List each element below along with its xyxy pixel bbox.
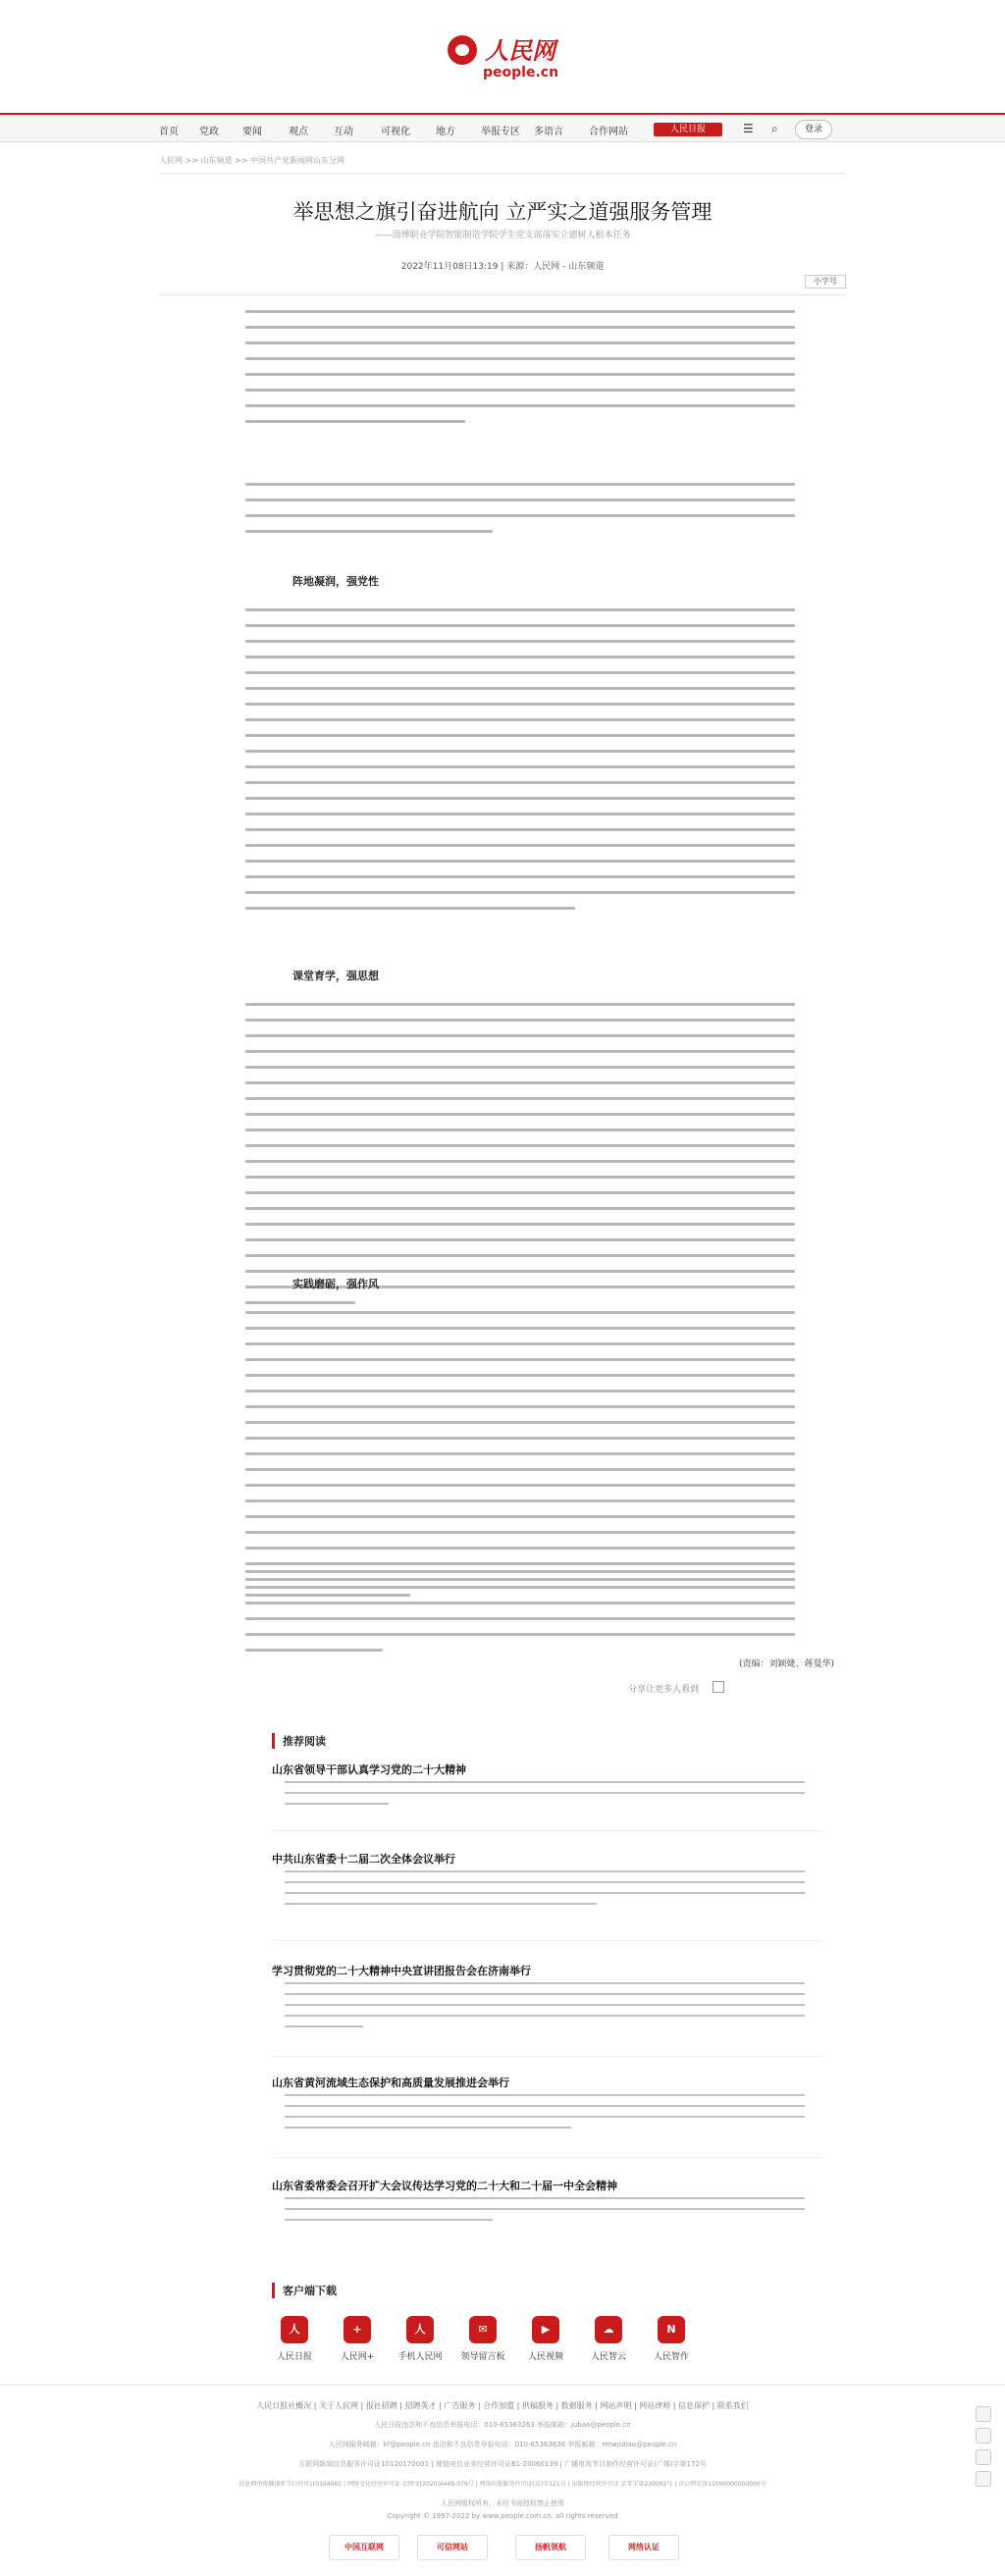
article-paragraph [245,1003,795,1317]
article-paragraph [245,1311,795,1609]
font-size-button[interactable]: 小字号 [805,275,846,289]
nav-item-news[interactable]: 要闻 [242,127,262,137]
people-plus-icon: + [344,2316,371,2343]
people-daily-icon: 人 [281,2316,308,2343]
related-news-title[interactable]: 中共山东省委十二届二次全体会议举行 [272,1853,455,1866]
app-download[interactable]: + 人民网+ [326,2316,389,2362]
article-paragraph [245,310,795,436]
wechat-share-icon[interactable] [976,2428,991,2444]
divider [159,173,846,174]
app-download[interactable]: ☁ 人民智云 [577,2316,640,2362]
related-news-title[interactable]: 山东省领导干部认真学习党的二十大精神 [272,1763,466,1776]
message-board-icon: ✉ [469,2316,497,2343]
footer-line: 互联网新闻信息服务许可证10120170001 | 增值电信业务经营许可证B1-20060139 | 广播电视节目制作经营许可证(广媒)字第172号 [298,2460,707,2468]
related-news-title[interactable]: 山东省委常委会召开扩大会议传达学习党的二十大和二十届一中全会精神 [272,2180,617,2192]
article-paragraph [245,608,795,922]
breadcrumb[interactable]: 人民网 >> 山东频道 >> 中国共产党新闻网山东分网 [159,156,344,165]
nav-item-visual[interactable]: 可视化 [381,127,410,137]
login-button[interactable]: 登录 [795,120,832,139]
section-heading: 实践磨砺，强作风 [292,1278,379,1290]
related-news-title[interactable]: 山东省黄河流域生态保护和高质量发展推进会举行 [272,2077,509,2089]
nav-item-opinion[interactable]: 观点 [289,127,308,137]
footer-line: 人民日报违法和不良信息举报电话：010-65363263 举报邮箱：jubao@people.cn [374,2421,631,2429]
divider [0,2385,1005,2386]
footer-line: 人民网服务邮箱：kf@people.cn 违法和不良信息举报电话：010-65363636 举报邮箱：rmwjubao@people.cn [328,2441,677,2448]
logo-text: 人民网 [485,36,555,65]
related-news-summary [285,1982,805,2036]
footer-badge[interactable]: 可信网站 [417,2535,488,2560]
editor-byline: (责编：刘颖婕、蒋曼华) [738,1659,834,1669]
app-download[interactable]: N 人民智作 [640,2316,703,2362]
footer-badge[interactable]: 网络认证 [608,2535,679,2560]
weibo-share-icon[interactable] [976,2406,991,2422]
site-logo[interactable] [444,29,566,84]
related-heading: 推荐阅读 [272,1733,326,1749]
divider [272,1830,821,1831]
footer-links[interactable]: 人民日报社概况 | 关于人民网 | 报社招聘 | 招聘英才 | 广告服务 | 合作加盟 | 供稿服务 | 数据服务 | 网站声明 | 网站律师 | 信息保护 | 联系我们 [256,2401,749,2410]
nav-item-local[interactable]: 地方 [436,127,455,137]
logo-domain: people.cn [483,65,559,80]
smart-cloud-icon: ☁ [595,2316,622,2343]
section-heading: 课堂育学，强思想 [292,970,379,982]
nav-item-interact[interactable]: 互动 [334,127,353,137]
share-icon[interactable] [713,1681,724,1693]
nav-tag[interactable]: 人民日报 [654,123,722,136]
related-news-summary [285,1781,805,1814]
app-download[interactable]: 人 人民日报 [263,2316,326,2362]
apps-heading: 客户端下载 [272,2283,337,2298]
footer-badge[interactable]: 中国互联网 [329,2535,399,2560]
article-title: 举思想之旗引奋进航向 立严实之道强服务管理 [292,200,713,224]
footer-line: 信息网络传播视听节目许可证0104065 | 网络文化经营许可证 京网文[2020]4449-079号 | 网络出版服务许可证(京)字121号 | 出版物经营许可证 京零字第220002号 | 京公网安备11000000000000号 [238,2481,767,2488]
divider [272,2056,821,2057]
qzone-share-icon[interactable] [976,2449,991,2465]
article-meta: 2022年11月08日13:19 | 来源：人民网 - 山东频道 [400,262,605,272]
article-subtitle: ——淄博职业学院智能制造学院学生党支部落实立德树人根本任务 [374,231,631,240]
search-icon[interactable]: ⌕ [771,122,778,135]
logo-mark-icon [448,35,477,65]
app-download[interactable]: 人 手机人民网 [389,2316,451,2362]
article-paragraph [245,1570,795,1664]
section-heading: 阵地凝润，强党性 [292,575,379,588]
back-to-top-icon[interactable] [976,2471,991,2487]
mobile-people-icon: 人 [406,2316,434,2343]
related-news-summary [285,2197,805,2230]
related-news-title[interactable]: 学习贯彻党的二十大精神中央宣讲团报告会在济南举行 [272,1965,531,1977]
video-icon: ▶ [532,2316,559,2343]
nav-item-report[interactable]: 举报专区 [481,127,520,137]
nav-item-party[interactable]: 党政 [199,127,219,137]
related-news-summary [285,2094,805,2137]
divider [272,1940,821,1941]
nav-item-partners[interactable]: 合作网站 [589,127,628,137]
footer-badge[interactable]: 扬帆领航 [515,2535,586,2560]
smart-create-icon: N [658,2316,685,2343]
divider [272,2157,821,2158]
divider [159,294,846,295]
footer-line: 人民网版权所有，未经书面授权禁止使用 [441,2499,564,2507]
app-download[interactable]: ▶ 人民视频 [514,2316,577,2362]
nav-item-language[interactable]: 多语言 [534,127,563,137]
nav-item-home[interactable]: 首页 [159,127,179,137]
main-nav [0,113,1005,142]
article-paragraph [245,483,795,546]
related-news-summary [285,1870,805,1914]
footer-line: Copyright © 1997-2022 by www.people.com.cn. all rights reserved [387,2512,618,2520]
app-download[interactable]: ✉ 领导留言板 [451,2316,514,2362]
share-label: 分享让更多人看到 [628,1685,700,1695]
menu-icon[interactable]: ☰ [743,122,754,135]
